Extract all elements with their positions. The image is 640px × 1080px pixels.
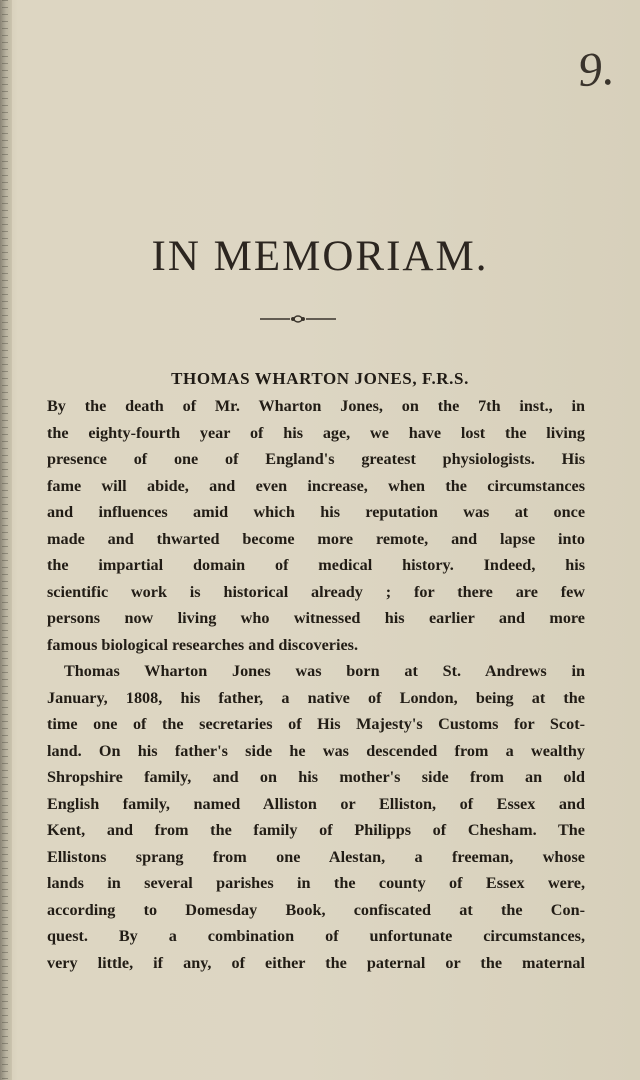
body-line: quest. By a combination of unfortunate circumstances,	[47, 927, 585, 945]
page-binding-edge	[0, 0, 12, 1080]
body-line: persons now living who witnessed his earlier and more	[47, 609, 585, 627]
page-heading: IN MEMORIAM.	[151, 233, 489, 280]
ornament-divider-icon	[260, 311, 336, 327]
handwritten-folio-mark: 9.	[576, 41, 616, 98]
body-line: the impartial domain of medical history. Indeed, his	[47, 556, 585, 574]
body-line: Ellistons sprang from one Alestan, a freeman, whose	[47, 847, 585, 866]
body-line: time one of the secretaries of His Majesty's Customs for Scot-	[47, 715, 585, 733]
body-line: the eighty-fourth year of his age, we have lost the living	[47, 423, 585, 442]
body-line: and influences amid which his reputation was at once	[47, 503, 585, 521]
body-line: made and thwarted become more remote, and lapse into	[47, 529, 585, 548]
body-line: scientific work is historical already ; for there are few	[47, 582, 585, 601]
body-line: famous biological researches and discoveries.	[47, 635, 358, 654]
body-line: By the death of Mr. Wharton Jones, on the 7th inst., in	[47, 397, 585, 415]
body-line: English family, named Alliston or Elliston, of Essex and	[47, 794, 585, 813]
body-line: very little, if any, of either the paternal or the maternal	[47, 953, 585, 972]
body-line: fame will abide, and even increase, when the circumstances	[47, 476, 585, 495]
body-line: according to Domesday Book, confiscated at the Con-	[47, 900, 585, 919]
article-subheading: THOMAS WHARTON JONES, F.R.S.	[171, 369, 469, 388]
binding-stitches	[2, 0, 8, 1080]
body-line: lands in several parishes in the county of Essex were,	[47, 874, 585, 892]
article-body	[47, 393, 585, 976]
body-line: Thomas Wharton Jones was born at St. Andrews in	[64, 662, 585, 680]
body-line: January, 1808, his father, a native of London, being at the	[47, 688, 585, 707]
body-line: Kent, and from the family of Philipps of Chesham. The	[47, 821, 585, 839]
body-line: presence of one of England's greatest physiologists. His	[47, 450, 585, 468]
body-line: Shropshire family, and on his mother's side from an old	[47, 768, 585, 786]
body-line: land. On his father's side he was descended from a wealthy	[47, 741, 585, 760]
